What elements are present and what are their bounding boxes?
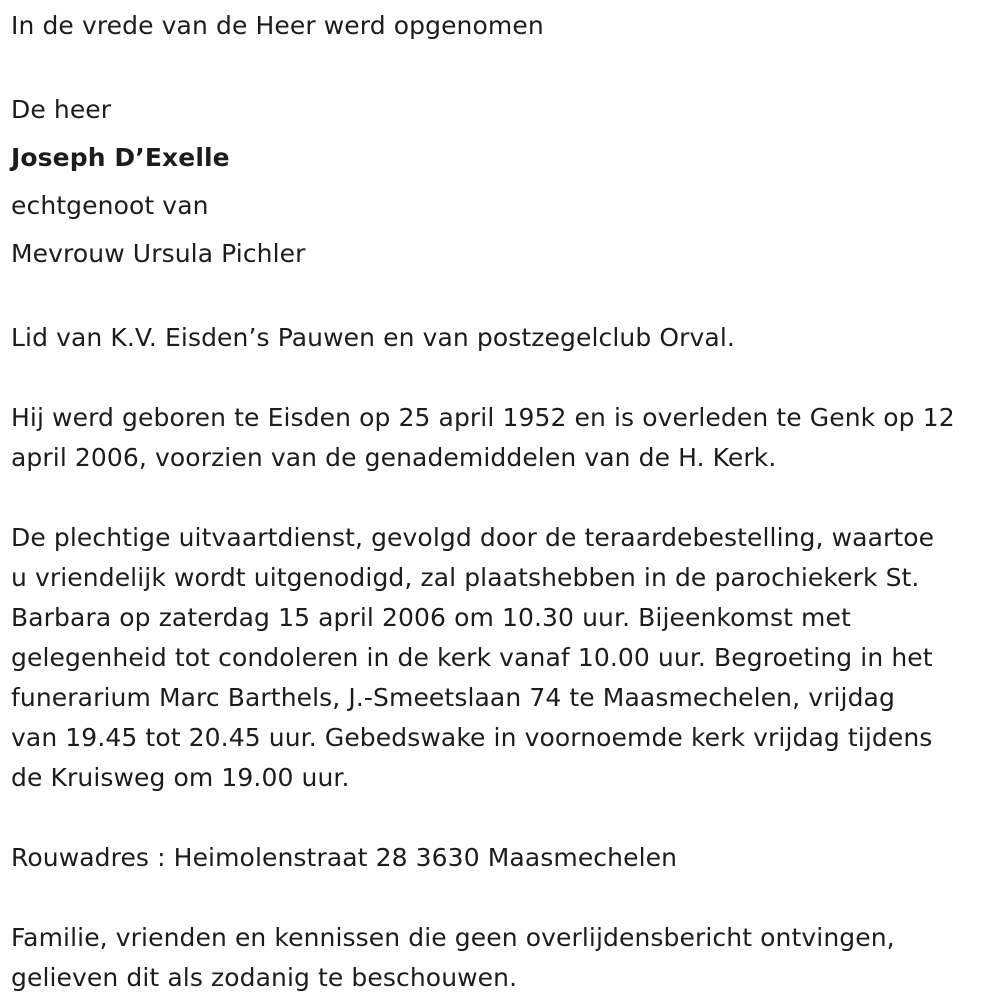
spacer (11, 798, 996, 838)
paragraph-line: april 2006, voorzien van de genademiddelen van de H. Kerk. (11, 443, 777, 472)
paragraph-line: u vriendelijk wordt uitgenodigd, zal plaatshebben in de parochiekerk St. (11, 563, 920, 592)
spacer (11, 46, 996, 86)
paragraph-line: Hij werd geboren te Eisden op 25 april 1952 en is overleden te Genk op 12 (11, 403, 955, 432)
membership-line: Lid van K.V. Eisden’s Pauwen en van postzegelclub Orval. (11, 323, 735, 352)
paragraph-line: Familie, vrienden en kennissen die geen overlijdensbericht ontvingen, (11, 923, 895, 952)
spacer (11, 358, 996, 398)
spouse-name: Mevrouw Ursula Pichler (11, 239, 306, 268)
birth-death-paragraph (11, 398, 996, 478)
obituary-notice (11, 6, 996, 998)
paragraph-line: van 19.45 tot 20.45 uur. Gebedswake in voornoemde kerk vrijdag tijdens (11, 723, 933, 752)
salutation: De heer (11, 95, 112, 124)
paragraph-line: funerarium Marc Barthels, J.-Smeetslaan 74 te Maasmechelen, vrijdag (11, 683, 895, 712)
spacer (11, 878, 996, 918)
paragraph-line: Barbara op zaterdag 15 april 2006 om 10.30 uur. Bijeenkomst met (11, 603, 851, 632)
closing-paragraph (11, 918, 996, 998)
paragraph-line: gelieven dit als zodanig te beschouwen. (11, 963, 518, 992)
spacer (11, 278, 996, 318)
mourning-address: Rouwadres : Heimolenstraat 28 3630 Maasmechelen (11, 843, 678, 872)
paragraph-line: gelegenheid tot condoleren in de kerk vanaf 10.00 uur. Begroeting in het (11, 643, 933, 672)
funeral-paragraph (11, 518, 996, 798)
relation-line: echtgenoot van (11, 191, 209, 220)
paragraph-line: De plechtige uitvaartdienst, gevolgd door de teraardebestelling, waartoe (11, 523, 935, 552)
deceased-name: Joseph D’Exelle (11, 143, 230, 172)
intro-line: In de vrede van de Heer werd opgenomen (11, 11, 544, 40)
paragraph-line: de Kruisweg om 19.00 uur. (11, 763, 350, 792)
spacer (11, 478, 996, 518)
